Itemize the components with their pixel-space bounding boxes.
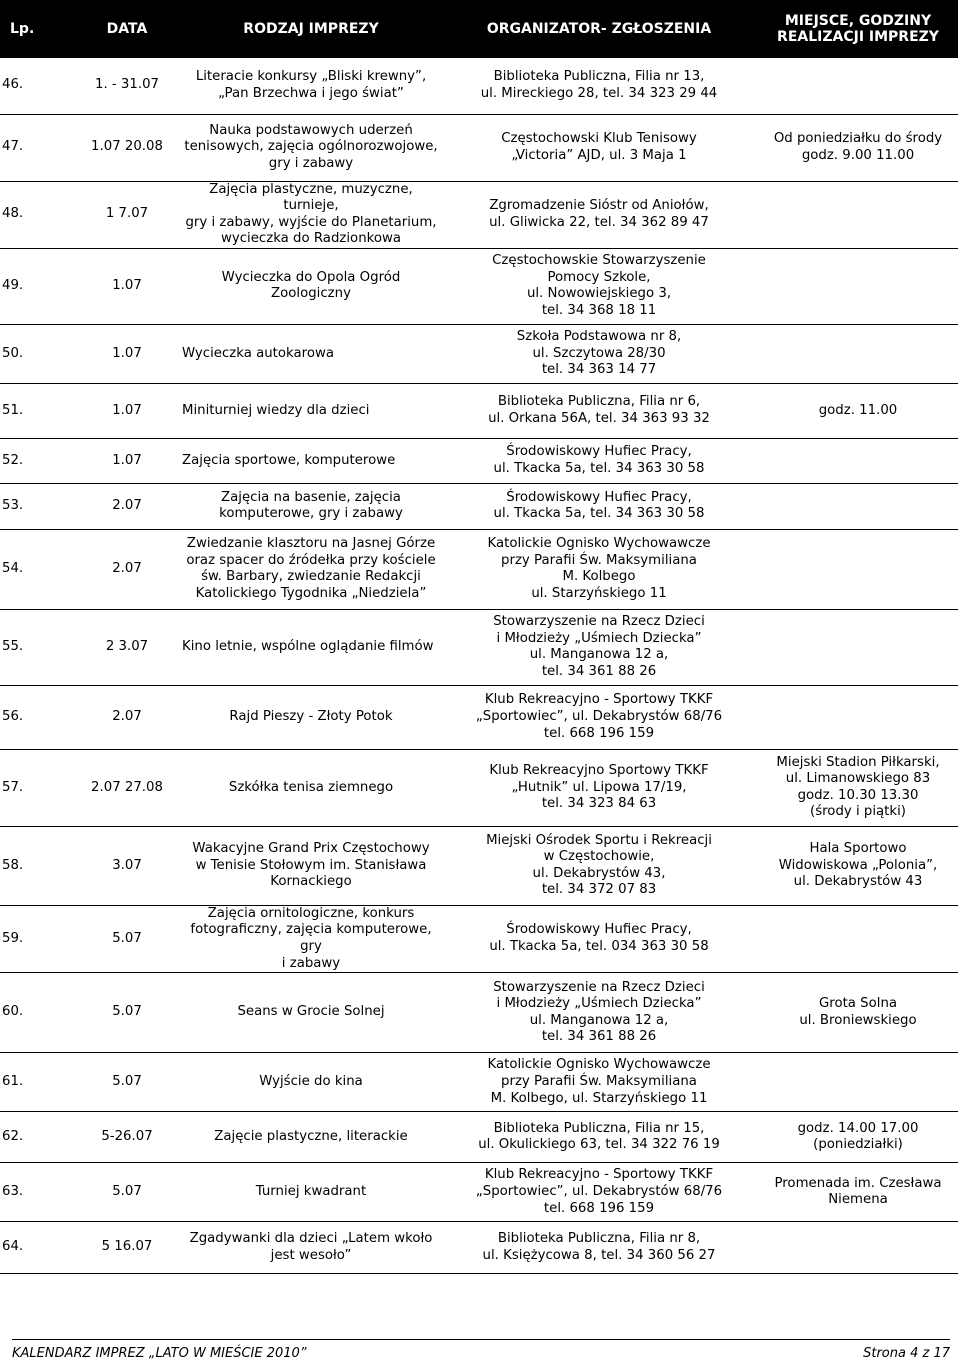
row-organizer: Biblioteka Publiczna, Filia nr 6, ul. Orkana 56A, tel. 34 363 93 32 xyxy=(440,383,758,438)
row-place-time xyxy=(758,1053,958,1112)
row-organizer: Środowiskowy Hufiec Pracy, ul. Tkacka 5a, tel. 34 363 30 58 xyxy=(440,483,758,529)
table-row xyxy=(0,58,958,114)
row-date: 5.07 xyxy=(72,1163,182,1222)
row-lp: 48. xyxy=(0,181,72,248)
row-place-time xyxy=(758,685,958,749)
row-event-type: Wycieczka do Opola Ogród Zoologiczny xyxy=(182,248,440,324)
table-row xyxy=(0,383,958,438)
row-place-time xyxy=(758,58,958,114)
row-date: 1 7.07 xyxy=(72,181,182,248)
row-place-time: Od poniedziałku do środy godz. 9.00 11.00 xyxy=(758,114,958,181)
row-organizer: Biblioteka Publiczna, Filia nr 15, ul. Okulickiego 63, tel. 34 322 76 19 xyxy=(440,1112,758,1163)
row-event-type: Zajęcia sportowe, komputerowe xyxy=(182,438,440,483)
row-lp: 49. xyxy=(0,248,72,324)
row-event-type: Nauka podstawowych uderzeń tenisowych, zajęcia ogólnorozwojowe, gry i zabawy xyxy=(182,114,440,181)
row-date: 2.07 xyxy=(72,529,182,609)
row-date: 2.07 27.08 xyxy=(72,749,182,826)
row-place-time xyxy=(758,483,958,529)
row-organizer: Środowiskowy Hufiec Pracy, ul. Tkacka 5a, tel. 34 363 30 58 xyxy=(440,438,758,483)
row-organizer: Katolickie Ognisko Wychowawcze przy Parafii Św. Maksymiliana M. Kolbego ul. Starzyńskiego 11 xyxy=(440,529,758,609)
table-row xyxy=(0,438,958,483)
row-place-time: godz. 14.00 17.00 (poniedziałki) xyxy=(758,1112,958,1163)
table-row xyxy=(0,826,958,905)
row-organizer: Częstochowskie Stowarzyszenie Pomocy Szkole, ul. Nowowiejskiego 3, tel. 34 368 18 11 xyxy=(440,248,758,324)
row-organizer: Miejski Ośrodek Sportu i Rekreacji w Częstochowie, ul. Dekabrystów 43, tel. 34 372 07 83 xyxy=(440,826,758,905)
row-organizer: Biblioteka Publiczna, Filia nr 13, ul. Mireckiego 28, tel. 34 323 29 44 xyxy=(440,58,758,114)
row-lp: 59. xyxy=(0,905,72,972)
header-rodzaj: RODZAJ IMPREZY xyxy=(182,0,440,58)
row-organizer: Katolickie Ognisko Wychowawcze przy Parafii Św. Maksymiliana M. Kolbego, ul. Starzyńskiego 11 xyxy=(440,1053,758,1112)
row-event-type: Zajęcia plastyczne, muzyczne, turnieje, gry i zabawy, wyjście do Planetarium, wycieczka do Radzionkowa xyxy=(182,181,440,248)
row-date: 5.07 xyxy=(72,973,182,1053)
row-organizer: Szkoła Podstawowa nr 8, ul. Szczytowa 28/30 tel. 34 363 14 77 xyxy=(440,324,758,383)
row-organizer: Środowiskowy Hufiec Pracy, ul. Tkacka 5a, tel. 034 363 30 58 xyxy=(440,905,758,972)
row-lp: 51. xyxy=(0,383,72,438)
row-lp: 53. xyxy=(0,483,72,529)
row-date: 1.07 xyxy=(72,438,182,483)
row-lp: 54. xyxy=(0,529,72,609)
row-event-type: Zajęcia na basenie, zajęcia komputerowe, gry i zabawy xyxy=(182,483,440,529)
page-footer xyxy=(12,1339,950,1361)
table-row xyxy=(0,1053,958,1112)
row-event-type: Miniturniej wiedzy dla dzieci xyxy=(182,383,440,438)
row-event-type: Szkółka tenisa ziemnego xyxy=(182,749,440,826)
row-date: 1.07 xyxy=(72,383,182,438)
table-row xyxy=(0,114,958,181)
row-place-time xyxy=(758,324,958,383)
table-row xyxy=(0,685,958,749)
row-place-time: Hala Sportowo Widowiskowa „Polonia”, ul. Dekabrystów 43 xyxy=(758,826,958,905)
table-row xyxy=(0,483,958,529)
row-organizer: Biblioteka Publiczna, Filia nr 8, ul. Księżycowa 8, tel. 34 360 56 27 xyxy=(440,1222,758,1274)
row-event-type: Zgadywanki dla dzieci „Latem wkoło jest wesoło” xyxy=(182,1222,440,1274)
row-place-time: Miejski Stadion Piłkarski, ul. Limanowskiego 83 godz. 10.30 13.30 (środy i piątki) xyxy=(758,749,958,826)
row-place-time xyxy=(758,438,958,483)
row-place-time: Grota Solna ul. Broniewskiego xyxy=(758,973,958,1053)
row-date: 1.07 20.08 xyxy=(72,114,182,181)
row-date: 1. - 31.07 xyxy=(72,58,182,114)
row-organizer: Klub Rekreacyjno - Sportowy TKKF „Sportowiec”, ul. Dekabrystów 68/76 tel. 668 196 159 xyxy=(440,1163,758,1222)
table-row xyxy=(0,1222,958,1274)
row-date: 1.07 xyxy=(72,324,182,383)
row-event-type: Literacie konkursy „Bliski krewny”, „Pan Brzechwa i jego świat” xyxy=(182,58,440,114)
row-date: 2 3.07 xyxy=(72,609,182,685)
row-lp: 61. xyxy=(0,1053,72,1112)
table-row xyxy=(0,1163,958,1222)
row-lp: 60. xyxy=(0,973,72,1053)
row-event-type: Rajd Pieszy - Złoty Potok xyxy=(182,685,440,749)
table-row xyxy=(0,181,958,248)
row-date: 2.07 xyxy=(72,685,182,749)
header-lp: Lp. xyxy=(0,0,72,58)
row-date: 5-26.07 xyxy=(72,1112,182,1163)
row-lp: 58. xyxy=(0,826,72,905)
row-place-time xyxy=(758,1222,958,1274)
row-event-type: Seans w Grocie Solnej xyxy=(182,973,440,1053)
row-organizer: Klub Rekreacyjno - Sportowy TKKF „Sportowiec”, ul. Dekabrystów 68/76 tel. 668 196 159 xyxy=(440,685,758,749)
header-miejsce: MIEJSCE, GODZINY REALIZACJI IMPREZY xyxy=(758,0,958,58)
table-row xyxy=(0,529,958,609)
row-lp: 62. xyxy=(0,1112,72,1163)
table-row xyxy=(0,749,958,826)
row-organizer: Stowarzyszenie na Rzecz Dzieci i Młodzieży „Uśmiech Dziecka” ul. Manganowa 12 a, tel. 34 361 88 26 xyxy=(440,609,758,685)
row-event-type: Zajęcie plastyczne, literackie xyxy=(182,1112,440,1163)
row-place-time xyxy=(758,609,958,685)
header-organizator: ORGANIZATOR- ZGŁOSZENIA xyxy=(440,0,758,58)
table-row xyxy=(0,905,958,972)
row-event-type: Zajęcia ornitologiczne, konkurs fotograficzny, zajęcia komputerowe, gry i zabawy xyxy=(182,905,440,972)
row-organizer: Stowarzyszenie na Rzecz Dzieci i Młodzieży „Uśmiech Dziecka” ul. Manganowa 12 a, tel. 34 361 88 26 xyxy=(440,973,758,1053)
row-place-time xyxy=(758,181,958,248)
row-event-type: Wyjście do kina xyxy=(182,1053,440,1112)
row-date: 5.07 xyxy=(72,905,182,972)
row-organizer: Klub Rekreacyjno Sportowy TKKF „Hutnik” ul. Lipowa 17/19, tel. 34 323 84 63 xyxy=(440,749,758,826)
row-place-time: Promenada im. Czesława Niemena xyxy=(758,1163,958,1222)
table-header-row xyxy=(0,0,958,58)
row-event-type: Wakacyjne Grand Prix Częstochowy w Tenisie Stołowym im. Stanisława Kornackiego xyxy=(182,826,440,905)
row-place-time xyxy=(758,248,958,324)
row-lp: 55. xyxy=(0,609,72,685)
row-lp: 57. xyxy=(0,749,72,826)
table-row xyxy=(0,609,958,685)
row-lp: 63. xyxy=(0,1163,72,1222)
row-date: 5.07 xyxy=(72,1053,182,1112)
table-row xyxy=(0,248,958,324)
table-row xyxy=(0,324,958,383)
row-lp: 56. xyxy=(0,685,72,749)
row-event-type: Wycieczka autokarowa xyxy=(182,324,440,383)
footer-page-number: Strona 4 z 17 xyxy=(863,1346,950,1361)
row-date: 3.07 xyxy=(72,826,182,905)
row-date: 5 16.07 xyxy=(72,1222,182,1274)
row-lp: 47. xyxy=(0,114,72,181)
row-lp: 64. xyxy=(0,1222,72,1274)
row-event-type: Kino letnie, wspólne oglądanie filmów xyxy=(182,609,440,685)
header-data: DATA xyxy=(72,0,182,58)
footer-title: KALENDARZ IMPREZ „LATO W MIEŚCIE 2010” xyxy=(12,1346,307,1361)
row-date: 1.07 xyxy=(72,248,182,324)
row-organizer: Zgromadzenie Sióstr od Aniołów, ul. Gliwicka 22, tel. 34 362 89 47 xyxy=(440,181,758,248)
row-lp: 50. xyxy=(0,324,72,383)
table-row xyxy=(0,1112,958,1163)
row-event-type: Turniej kwadrant xyxy=(182,1163,440,1222)
row-place-time: godz. 11.00 xyxy=(758,383,958,438)
row-event-type: Zwiedzanie klasztoru na Jasnej Górze oraz spacer do źródełka przy kościele św. Barbary, zwiedzanie Redakcji Katolickiego Tygodnika „Niedziela” xyxy=(182,529,440,609)
row-lp: 52. xyxy=(0,438,72,483)
row-lp: 46. xyxy=(0,58,72,114)
table-row xyxy=(0,973,958,1053)
row-place-time xyxy=(758,529,958,609)
row-organizer: Częstochowski Klub Tenisowy „Victoria” AJD, ul. 3 Maja 1 xyxy=(440,114,758,181)
row-place-time xyxy=(758,905,958,972)
row-date: 2.07 xyxy=(72,483,182,529)
